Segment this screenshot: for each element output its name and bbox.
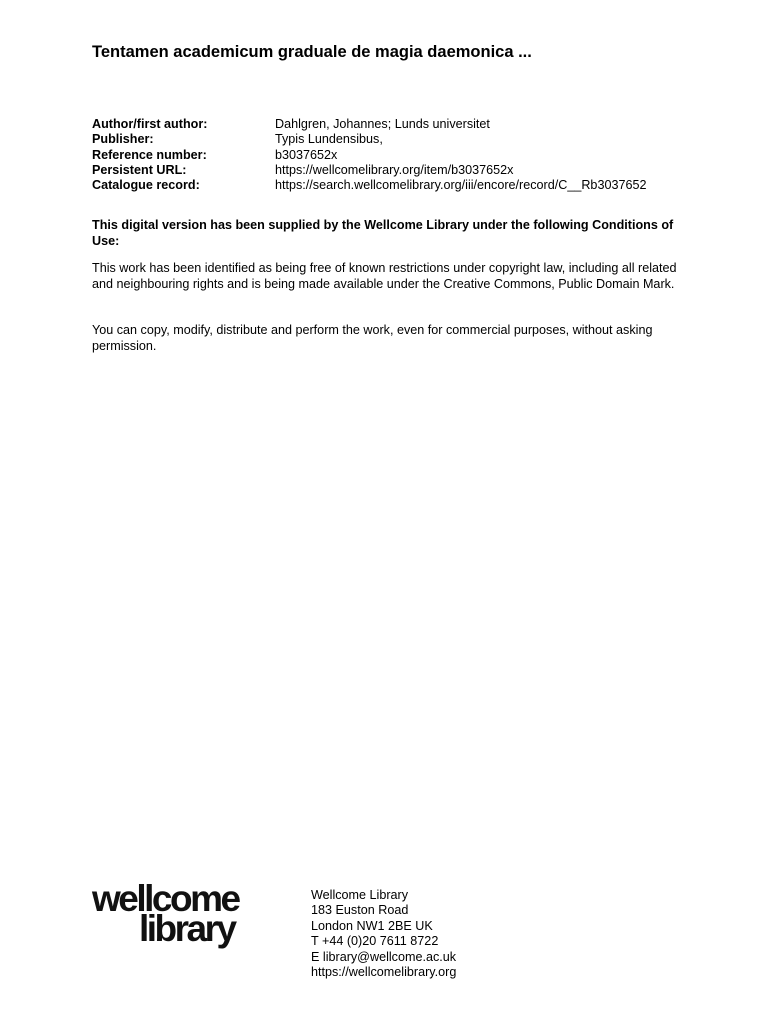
address-line-website[interactable]: https://wellcomelibrary.org — [311, 965, 457, 980]
metadata-label: Publisher: — [92, 132, 154, 147]
address-line-city: London NW1 2BE UK — [311, 918, 433, 933]
metadata-row-author — [92, 117, 646, 132]
metadata-value: Typis Lundensibus, — [275, 132, 383, 147]
address-line-email[interactable]: E library@wellcome.ac.uk — [311, 949, 457, 964]
metadata-label: Catalogue record: — [92, 178, 200, 193]
address-line-name: Wellcome Library — [311, 888, 409, 902]
metadata-value: Dahlgren, Johannes; Lunds universitet — [275, 117, 490, 131]
address-line-street: 183 Euston Road — [311, 903, 409, 918]
metadata-row-publisher — [92, 132, 646, 147]
conditions-heading: This digital version has been supplied by the Wellcome Library under the following Conditions of Use: — [92, 218, 674, 248]
persistent-url-link[interactable]: https://wellcomelibrary.org/item/b3037652x — [275, 162, 514, 177]
address-line-phone: T +44 (0)20 7611 8722 — [311, 934, 439, 949]
metadata-value: b3037652x — [275, 147, 338, 162]
metadata-row-catalogue — [92, 178, 646, 193]
library-address — [311, 888, 456, 980]
metadata-table — [92, 117, 646, 193]
document-title: Tentamen academicum graduale de magia daemonica ... — [92, 43, 532, 61]
metadata-row-reference — [92, 148, 646, 163]
catalogue-record-link[interactable]: https://search.wellcomelibrary.org/iii/encore/record/C__Rb3037652 — [275, 178, 647, 193]
logo-line-1: wellcome — [92, 878, 239, 919]
metadata-label: Author/first author: — [92, 117, 208, 131]
metadata-row-persistent-url — [92, 163, 646, 178]
metadata-label: Reference number: — [92, 147, 207, 162]
copyright-paragraph: This work has been identified as being free of known restrictions under copyright law, including all related and neighbouring rights and is being made available under the Creative Commons, Public Domain Mark. — [92, 261, 677, 291]
logo-line-2: library — [139, 908, 235, 949]
metadata-label: Persistent URL: — [92, 162, 187, 177]
wellcome-library-logo — [92, 878, 239, 949]
permission-paragraph: You can copy, modify, distribute and perform the work, even for commercial purposes, without asking permission. — [92, 323, 653, 353]
